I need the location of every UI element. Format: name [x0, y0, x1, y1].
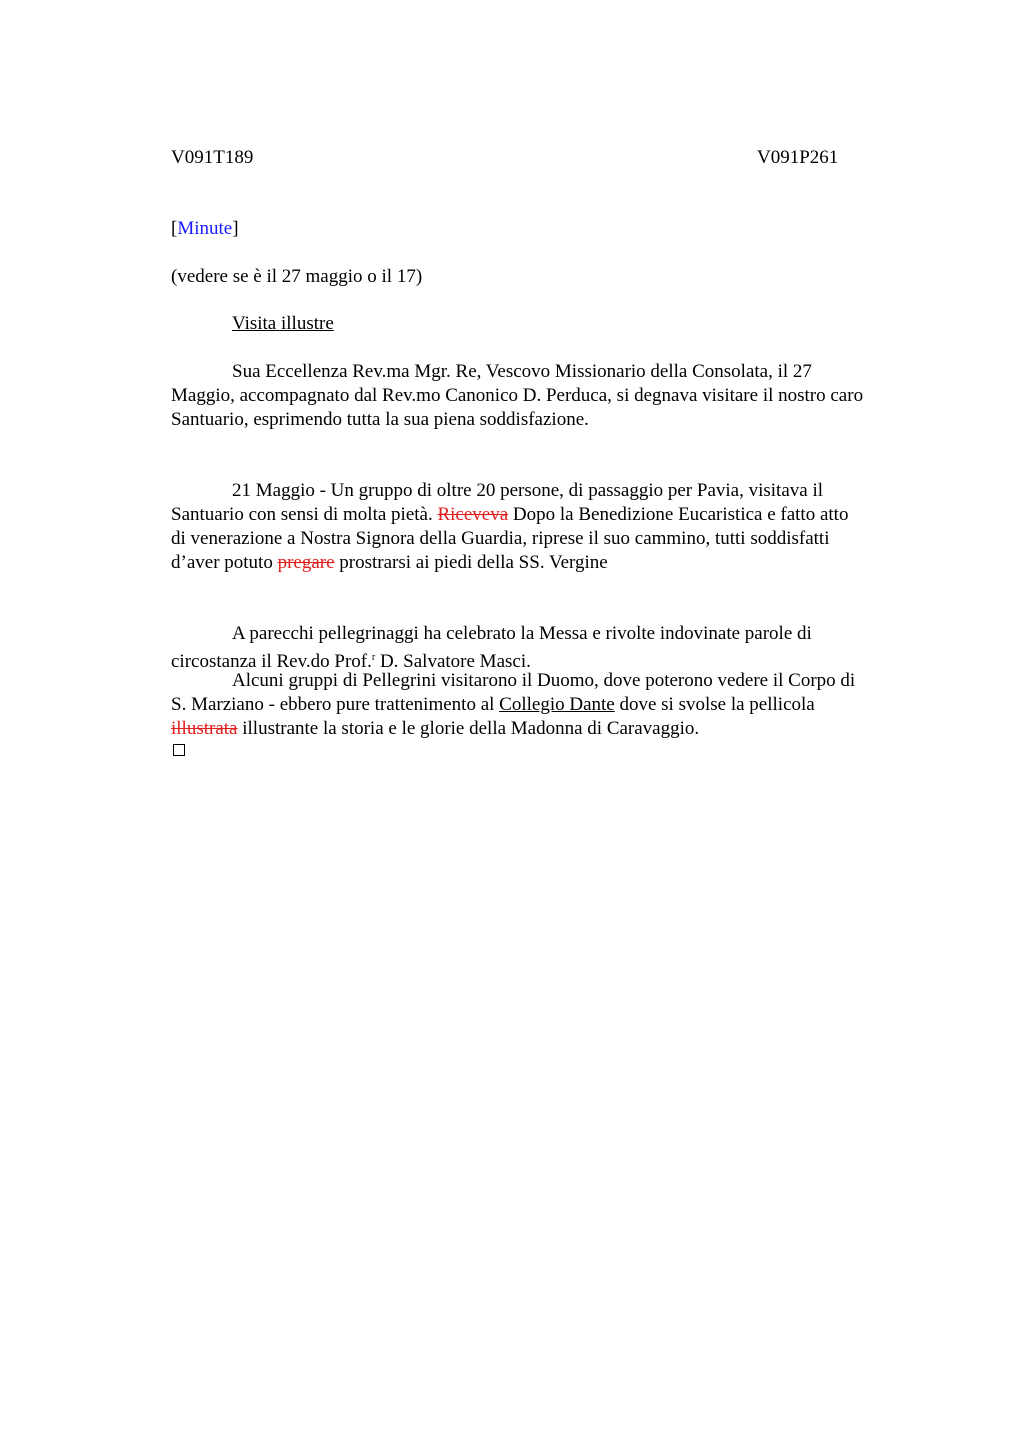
para1-line1: Sua Eccellenza Rev.ma Mgr. Re, Vescovo Missionario della Consolata, il 27	[232, 361, 812, 382]
para4-line2-text-a: S. Marziano - ebbero pure trattenimento al	[171, 694, 500, 715]
minute-tag	[171, 217, 239, 241]
para4-line2	[171, 693, 815, 717]
checkbox-icon	[173, 744, 185, 756]
para2-line1: 21 Maggio - Un gruppo di oltre 20 persone, di passaggio per Pavia, visitava il	[232, 480, 824, 501]
deleted-word: Riceveva	[437, 504, 509, 525]
deleted-word: pregare	[277, 552, 335, 573]
para2-line2-text-a: Santuario con sensi di molta pietà.	[171, 504, 438, 525]
document-code-left: V091T189	[171, 147, 254, 168]
para1-line3: Santuario, esprimendo tutta la sua piena soddisfazione.	[171, 409, 589, 430]
para3-line2-text-b: D. Salvatore Masci.	[375, 651, 531, 672]
para3-line2-text-a: circostanza il Rev.do Prof.	[171, 651, 372, 672]
bracket-open: [	[171, 218, 178, 239]
document-code-right: V091P261	[757, 147, 839, 168]
para1-line2: Maggio, accompagnato dal Rev.mo Canonico D. Perduca, si degnava visitare il nostro caro	[171, 385, 864, 406]
para2-line2	[171, 503, 848, 527]
para2-line4-text-b: prostrarsi ai piedi della SS. Vergine	[334, 552, 608, 573]
page-title: Visita illustre	[232, 313, 334, 334]
bracket-close: ]	[232, 218, 239, 239]
deleted-word: illustrata	[171, 718, 238, 739]
underlined-name: Collegio Dante	[499, 694, 615, 715]
para4-line3-text-b: illustrante la storia e le glorie della Madonna di Caravaggio.	[237, 718, 700, 739]
para3-line1: A parecchi pellegrinaggi ha celebrato la Messa e rivolte indovinate parole di	[232, 623, 812, 644]
para2-line4	[171, 551, 608, 575]
para2-line3: di venerazione a Nostra Signora della Guardia, riprese il suo cammino, tutti soddisfatti	[171, 528, 830, 549]
editorial-note: (vedere se è il 27 maggio o il 17)	[171, 266, 423, 287]
para2-line4-text-a: d’aver potuto	[171, 552, 278, 573]
minute-link[interactable]: Minute	[177, 218, 233, 239]
para2-line2-text-b: Dopo la Benedizione Eucaristica e fatto atto	[508, 504, 849, 525]
para4-line3	[171, 717, 699, 741]
para4-line1: Alcuni gruppi di Pellegrini visitarono il Duomo, dove poterono vedere il Corpo di	[232, 670, 856, 691]
superscript: r	[371, 652, 376, 663]
para4-line2-text-b: dove si svolse la pellicola	[614, 694, 815, 715]
